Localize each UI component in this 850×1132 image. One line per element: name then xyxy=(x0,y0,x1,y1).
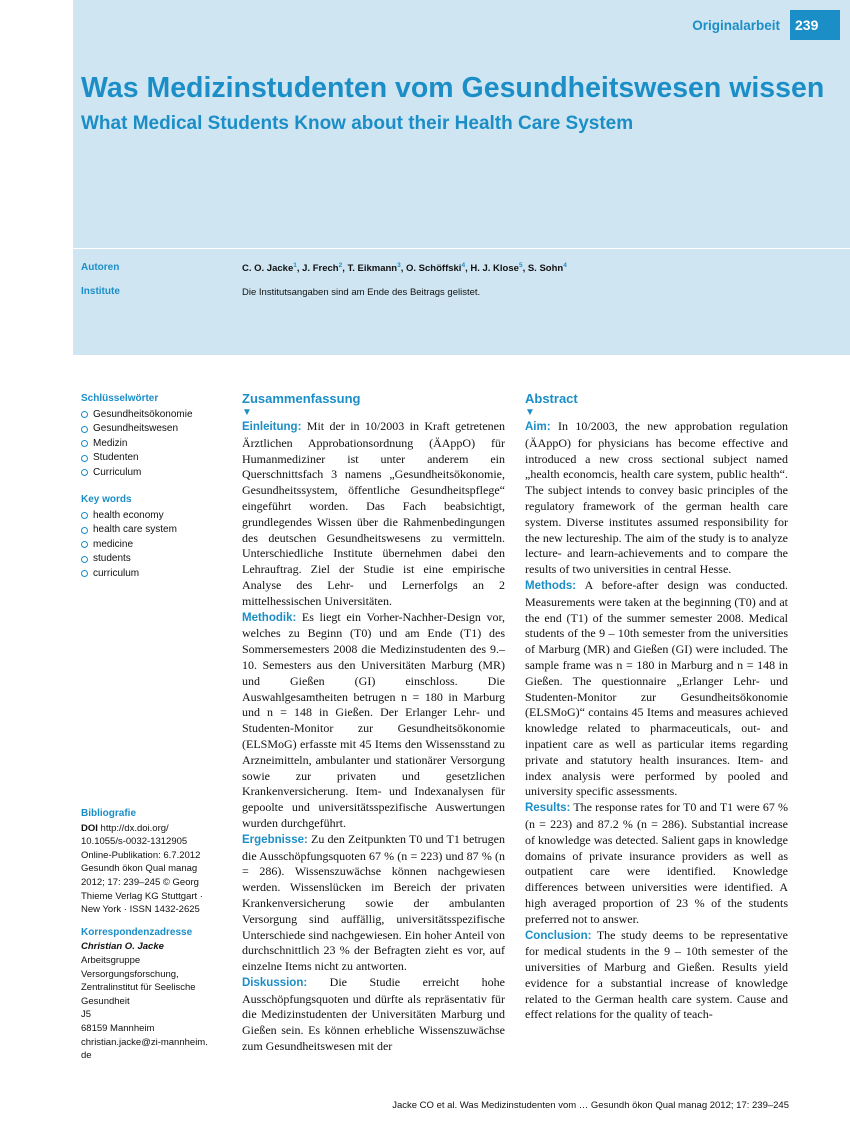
page-number: 239 xyxy=(790,10,840,40)
abstract-column xyxy=(525,391,788,1023)
keyword-item: medicine xyxy=(81,538,216,553)
contact-heading: Korrespondenzadresse xyxy=(81,926,193,938)
bullet-ring-icon xyxy=(81,469,88,476)
biblio-line: 2012; 17: 239–245 © Georg xyxy=(81,876,199,888)
biblio-line: New York · ISSN 1432-2625 xyxy=(81,904,200,916)
contact-line: 68159 Mannheim xyxy=(81,1022,155,1034)
keyword-item: health economy xyxy=(81,509,216,524)
paragraph-aim: Aim: In 10/2003, the new approbation regulation (ÄAppO) for physicians has become effective and introduced a new cross sectional subject named „health economcis, health care system, public health“. The subject intends to convey basic principles of the regulatory framework of the german health care system. Diverse institutes assumed responsibility for the new lectureship. The aim of the study is to analyze lecture- and learn-achievements and to compare the results of two universities in central Hesse. xyxy=(525,419,789,577)
paragraph-einleitung: Einleitung: Mit der in 10/2003 in Kraft getretenen Ärztlichen Approbationsordnung (ÄAppO) für Humanmediziner ist unter anderem ein Querschnittsfach 3 namens „Gesundheitsökonomie, Gesundheitssystem, öffentliche Gesundheitspflege“ eingeführt worden. Das Fach beabsichtigt, grundlegendes Wissen über die Rahmenbedingungen des deutschen Gesundheitswesens zu vermitteln. Unterschiedliche Institute übernehmen dabei den Lehrauftrag. Ziel der Studie ist eine empirische Analyse des Lehr- und Lernerfolgs an 2 mittelhessischen Universitäten. xyxy=(242,419,505,608)
bullet-ring-icon xyxy=(81,426,88,433)
keyword-item: curriculum xyxy=(81,567,216,582)
author: O. Schöffski$^4$ xyxy=(406,262,466,275)
header-band xyxy=(73,0,850,355)
author: S. Sohn$^4$ xyxy=(527,262,567,275)
author: C. O. Jacke$^1$ xyxy=(242,262,297,275)
contact-name: Christian O. Jacke xyxy=(81,941,164,953)
zusammenfassung-heading: Zusammenfassung xyxy=(242,391,361,406)
contact-line: Zentralinstitut für Seelische xyxy=(81,982,196,994)
author: T. Eikmann$^3$ xyxy=(347,262,401,275)
bullet-ring-icon xyxy=(81,570,88,577)
abstract-heading: Abstract xyxy=(525,391,578,406)
author: J. Frech$^2$ xyxy=(302,262,343,275)
bibliography-heading: Bibliografie xyxy=(81,808,137,819)
authors-label: Autoren xyxy=(81,262,120,273)
contact-line: Arbeitsgruppe xyxy=(81,954,141,966)
bullet-ring-icon xyxy=(81,527,88,534)
paragraph-results: Results: The response rates for T0 and T1 were 67 % (n = 223) and 87.2 % (n = 286). Substantial increase of knowledge was detected. Salient gaps in knowledge domains of private insurance providers as well as outpatient care were identified. Knowledge differences between universities were identified. A high averaged proportion of 23 % of the students preferred not to answer. xyxy=(525,800,788,926)
bullet-ring-icon xyxy=(81,440,88,447)
institutes-label: Institute xyxy=(81,286,120,297)
keywords-english-heading: Key words xyxy=(81,494,132,505)
bullet-ring-icon xyxy=(81,455,88,462)
keywords-german-heading: Schlüsselwörter xyxy=(81,393,159,404)
institutes-note: Die Institutsangaben sind am Ende des Beitrags gelistet. xyxy=(242,287,481,298)
triangle-down-icon: ▼ xyxy=(525,407,535,418)
biblio-line: Gesundh ökon Qual manag xyxy=(81,863,198,875)
section-label: Originalarbeit xyxy=(692,18,780,33)
keyword-item: Studenten xyxy=(81,451,216,466)
bullet-ring-icon xyxy=(81,556,88,563)
zusammenfassung-column xyxy=(242,391,505,1055)
paragraph-conclusion: Conclusion: The study deems to be representative for medical students in the 9 – 10th semester of the universities of Marburg and Gießen. Results yield evidence for a substantial increase of knowledge related to the German health care system. Cause and effect relations for the quality of teach- xyxy=(525,927,788,1022)
keyword-item: Medizin xyxy=(81,437,216,452)
bullet-ring-icon xyxy=(81,512,88,519)
keyword-item: Curriculum xyxy=(81,466,216,481)
bibliography-panel xyxy=(81,807,216,1063)
footer-citation: Jacke CO et al. Was Medizinstudenten vom … Gesundh ökon Qual manag 2012; 17: 239–245 xyxy=(392,1100,789,1111)
header-divider xyxy=(73,248,850,249)
article-title-english: What Medical Students Know about their Health Care System xyxy=(81,113,634,134)
keyword-item: Gesundheitsökonomie xyxy=(81,408,216,423)
doi-value: 10.1055/s-0032-1312905 xyxy=(81,836,188,848)
biblio-line: Online-Publikation: 6.7.2012 xyxy=(81,849,201,861)
doi-line: DOI http://dx.doi.org/ xyxy=(81,822,169,834)
paragraph-ergebnisse: Ergebnisse: Zu den Zeitpunkten T0 und T1 betrugen die Ausschöpfungsquoten 67 % (n = 223) und 87 % (n = 286). Wissenszuwächse können nachgewiesen werden. Wissenslücken im Bereich der privaten Krankenversicherung sowie der ambulanten Versorgung sind auffällig, universitätsspezifische Unterschiede sind nachgewiesen. Ein hoher Anteil von durchschnittlich 23 % der Befragten zieht es vor, auf einzelne Items nicht zu antworten. xyxy=(242,831,505,974)
article-title-german: Was Medizinstudenten vom Gesundheitswesen wissen xyxy=(81,72,825,104)
keyword-item: Gesundheitswesen xyxy=(81,422,216,437)
doi-link[interactable]: http://dx.doi.org/ xyxy=(100,822,169,834)
keyword-item: students xyxy=(81,552,216,567)
contact-email[interactable]: christian.jacke@zi-mannheim. xyxy=(81,1036,208,1048)
contact-line: J5 xyxy=(81,1009,92,1021)
contact-line: Gesundheit xyxy=(81,995,130,1007)
contact-email-continued[interactable]: de xyxy=(81,1050,92,1062)
biblio-line: Thieme Verlag KG Stuttgart · xyxy=(81,890,203,902)
author: H. J. Klose$^5$ xyxy=(470,262,523,275)
paragraph-methods: Methods: A before-after design was conducted. Measurements were taken at the beginning (T0) and at the end (T1) of the summer semester 2008. Medical students of the 9 – 10th semester from the universities of Marburg (MR) and Gießen (GI) were included. The sample frame was n = 180 in Marburg and n = 148 in Gießen. The questionnaire „Erlanger Lehr- und Studenten-Monitor zur Gesundheitsökonomie (ELSMoG)“ contains 45 Items and measures achieved knowledge related to pharmaceuticals, out- and inpatient care as well as particular items regarding private and statutory health insurances. Item- and index analysis were performed by pooled and university specific assessments. xyxy=(525,577,788,799)
triangle-down-icon: ▼ xyxy=(242,407,252,418)
author-list: C. O. Jacke$^1$, J. Frech$^2$, T. Eikmann$^3$, O. Schöffski$^4$, H. J. Klose$^5$, S. Sohn$^4$ xyxy=(242,262,567,275)
keywords-panel xyxy=(81,392,216,581)
contact-line: Versorgungsforschung, xyxy=(81,968,179,980)
bullet-ring-icon xyxy=(81,541,88,548)
keyword-item: health care system xyxy=(81,523,216,538)
paragraph-methodik: Methodik: Es liegt ein Vorher-Nachher-Design vor, welches zu Beginn (T0) und am Ende (T1) des Sommersemesters 2008 die Medizinstudenten des 9.–10. Semesters aus den Universitäten Marburg (MR) und Gießen (GI) einschloss. Die Auswahlgesamtheiten betrugen n = 180 in Marburg und n = 148 in Gießen. Der Erlanger Lehr- und Studenten-Monitor zur Gesundheitsökonomie (ELSMoG) erfasste mit 45 Items den Wissensstand zu Arzneimitteln, ambulanter und stationärer Versorgung sowie zur privaten und gesetzlichen Krankenversicherung. Item- und Indexanalysen für gepoolte und universitätsspezifische Auswertungen wurden durchgeführt. xyxy=(242,609,505,830)
bullet-ring-icon xyxy=(81,411,88,418)
paragraph-diskussion: Diskussion: Die Studie erreicht hohe Ausschöpfungsquoten und dürfte als repräsentativ für die Medizinstudenten der Universitäten Marburg und Gießen sein. Es können erhebliche Wissenszuwächse zum Gesundheitswesen mit der xyxy=(242,974,505,1054)
